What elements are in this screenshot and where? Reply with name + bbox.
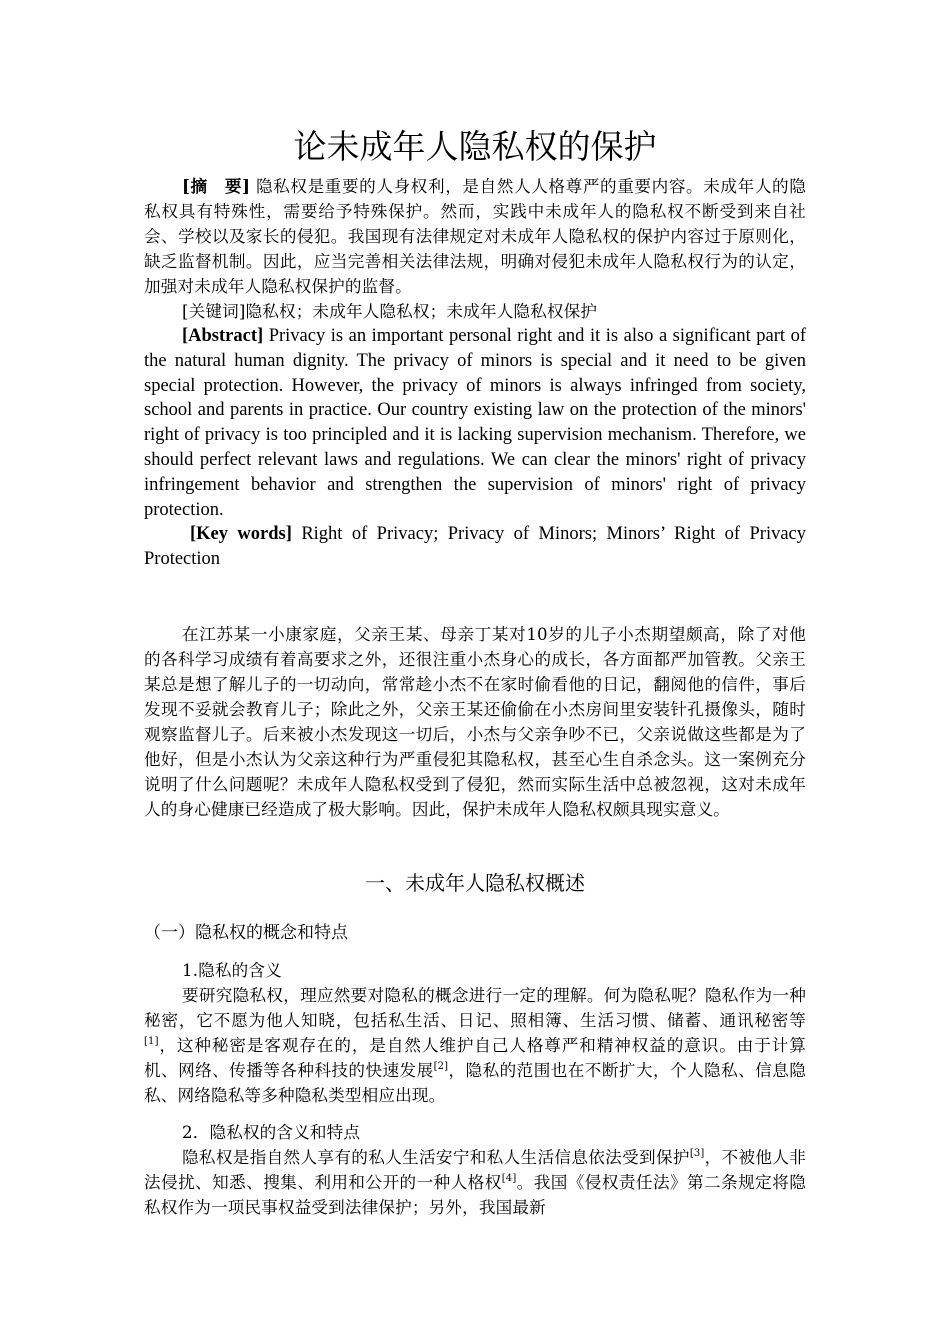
keywords-en-text: Right of Privacy; Privacy of Minors; Minors’ Right of Privacy Protection — [144, 524, 807, 570]
item1-block — [144, 958, 806, 1108]
abstract-zh-text: 隐私权是重要的人身权利，是自然人人格尊严的重要内容。未成年人的隐私权具有特殊性，需要给予特殊保护。然而，实践中未成年人的隐私权不断受到来自社会、学校以及家长的侵犯。我国现有法律规定对未成年人隐私权的保护内容过于原则化，缺乏监督机制。因此，应当完善相关法律法规，明确对侵犯未成年人隐私权行为的认定，加强对未成年人隐私权保护的监督。 — [144, 177, 806, 296]
citation-ref: [2] — [433, 1061, 449, 1072]
subsection-heading: （一）隐私权的概念和特点 — [144, 923, 348, 943]
keywords-zh-label: [关键词] — [182, 302, 246, 321]
citation-ref: [1] — [144, 1036, 159, 1047]
keywords-zh-text: 隐私权；未成年人隐私权；未成年人隐私权保护 — [245, 302, 598, 321]
abstract-zh-label: [摘 要] — [182, 176, 251, 196]
keywords-en — [144, 522, 806, 572]
keywords-zh — [144, 299, 806, 324]
citation-ref: [3] — [689, 1148, 705, 1159]
item1-paragraph: 要研究隐私权，理应然要对隐私的概念进行一定的理解。何为隐私呢？隐私作为一种秘密，它不愿为他人知晓，包括私生活、日记、照相簿、生活习惯、储蓄、通讯秘密等[1]，这种秘密是客观存在的，是自然人维护自己人格尊严和精神权益的意识。由于计算机、网络、传播等各种科技的快速发展[2]，隐私的范围也在不断扩大，个人隐私、信息隐私、网络隐私等多种隐私类型相应出现。 — [144, 986, 806, 1105]
item2-heading: 2．隐私权的含义和特点 — [182, 1123, 361, 1142]
item1-heading: 1.隐私的含义 — [182, 961, 282, 980]
paper-title: 论未成年人隐私权的保护 — [293, 127, 657, 166]
keywords-en-label: [Key words] — [190, 524, 292, 545]
abstract-en-text: Privacy is an important personal right and it is also a significant part of the natural human dignity. The privacy of minors is special and it need to be given special protection. However, the privacy of minors is always infringed from society, school and parents in practice. Our country existing law on the protection of the minors' right of privacy is too principled and it is lacking supervision mechanism. Therefore, we should perfect relevant laws and regulations. We can clear the minors' right of privacy infringement behavior and strengthen the supervision of minors' right of privacy protection. — [144, 326, 806, 520]
abstract-en-label: [Abstract] — [182, 326, 264, 346]
intro-block — [144, 622, 806, 822]
abstract-en — [144, 324, 806, 522]
intro-paragraph: 在江苏某一小康家庭，父亲王某、母亲丁某对10岁的儿子小杰期望颇高，除了对他的各科学习成绩有着高要求之外，还很注重小杰身心的成长，各方面都严加管教。父亲王某总是想了解儿子的一切动向，常常趁小杰不在家时偷看他的日记，翻阅他的信件，事后发现不妥就会教育儿子；除此之外，父亲王某还偷偷在小杰房间里安装针孔摄像头，随时观察监督儿子。后来被小杰发现这一切后，小杰与父亲争吵不已，父亲说做这些都是为了他好，但是小杰认为父亲这种行为严重侵犯其隐私权，甚至心生自杀念头。这一案例充分说明了什么问题呢？未成年人隐私权受到了侵犯，然而实际生活中总被忽视，这对未成年人的身心健康已经造成了极大影响。因此，保护未成年人隐私权颇具现实意义。 — [144, 625, 806, 819]
item2-block — [144, 1120, 806, 1220]
subsection-block — [144, 920, 806, 946]
item2-paragraph: 隐私权是指自然人享有的私人生活安宁和私人生活信息依法受到保护[3]，不被他人非法侵扰、知悉、搜集、利用和公开的一种人格权[4]。我国《侵权责任法》第二条规定将隐私权作为一项民事权益受到法律保护；另外，我国最新 — [144, 1148, 806, 1217]
abstract-zh-block — [144, 174, 806, 324]
abstract-en-block — [144, 324, 806, 572]
abstract-zh — [144, 174, 806, 299]
citation-ref: [4] — [501, 1173, 517, 1184]
section-heading: 一、未成年人隐私权概述 — [365, 871, 585, 895]
